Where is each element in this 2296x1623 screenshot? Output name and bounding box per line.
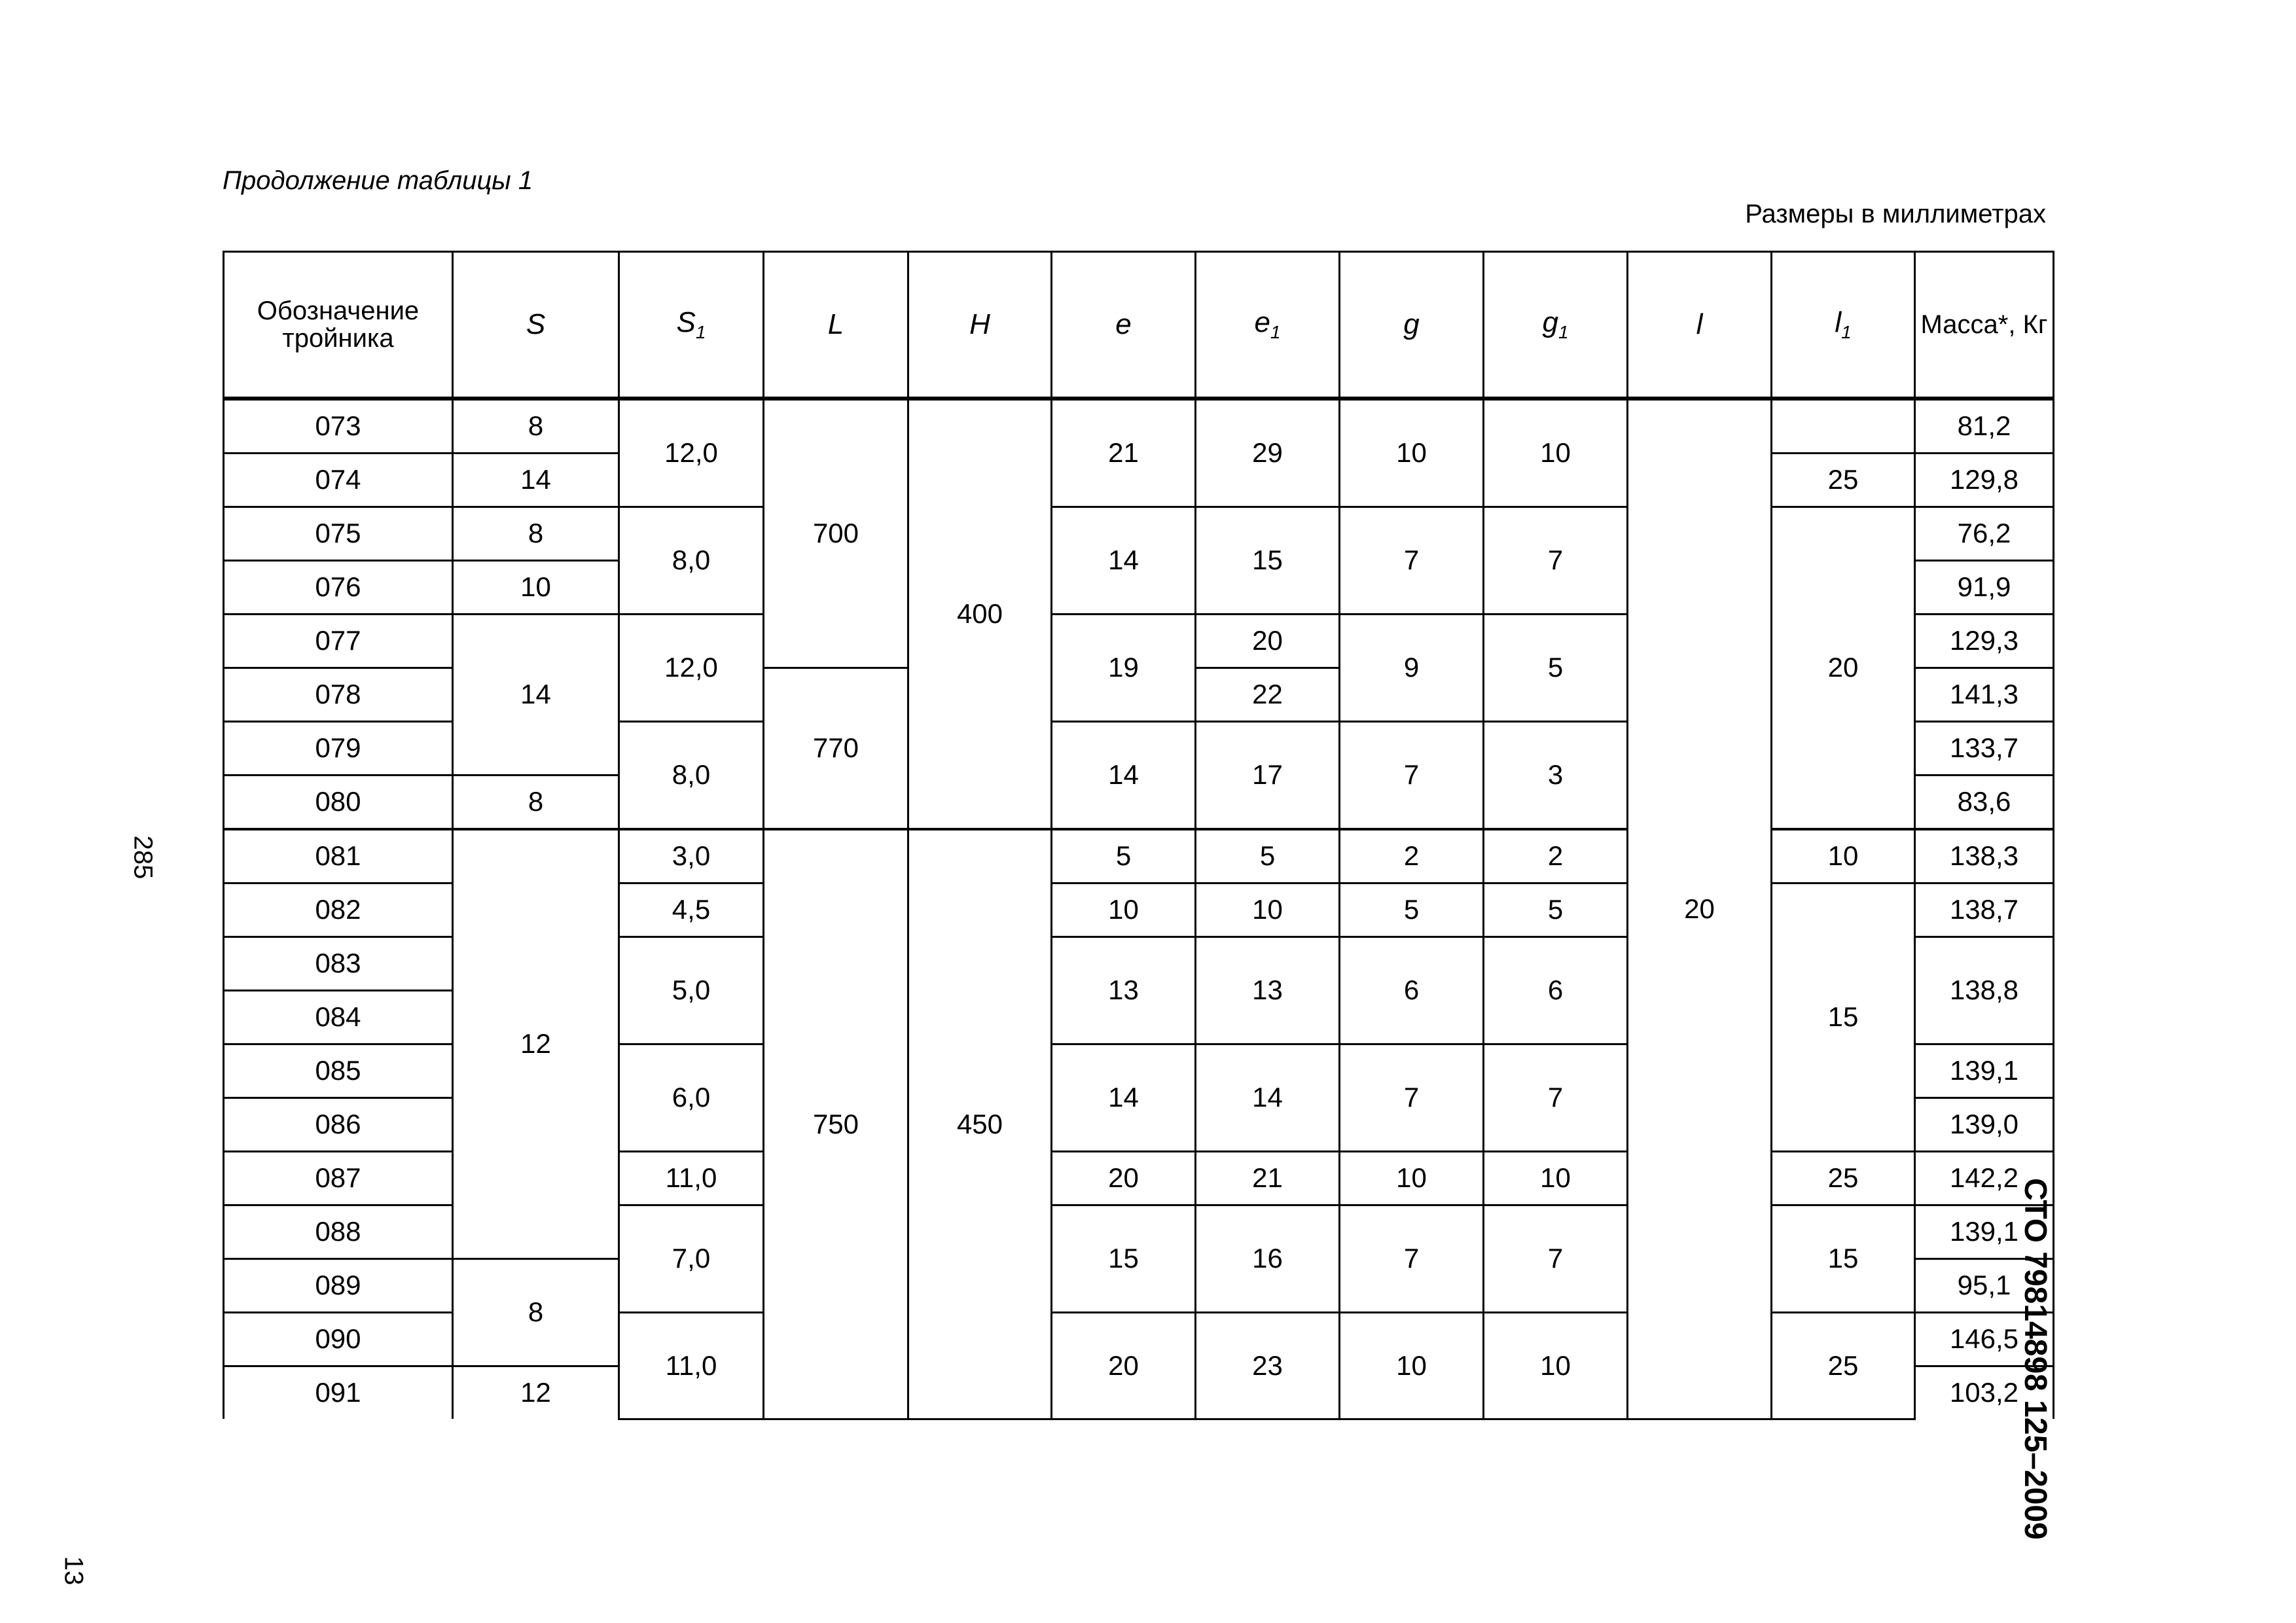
cell-e1: 22 (1196, 668, 1340, 722)
document-code: СТО 79814898 125–2009 (2018, 1178, 2053, 1540)
cell-g: 10 (1340, 1313, 1484, 1419)
cell-designation: 075 (224, 507, 453, 561)
cell-l: 750 (764, 829, 908, 1419)
cell-g: 9 (1340, 615, 1484, 722)
cell-e1: 21 (1196, 1152, 1340, 1205)
cell-l-small: 20 (1628, 399, 1772, 1419)
page-number: 13 (59, 1556, 88, 1586)
cell-l1: 25 (1772, 1313, 1915, 1419)
header-s: S (453, 252, 619, 399)
cell-designation: 077 (224, 615, 453, 668)
cell-g1: 3 (1484, 722, 1628, 830)
cell-e1: 23 (1196, 1313, 1340, 1419)
cell-designation: 088 (224, 1205, 453, 1259)
cell-l: 700 (764, 399, 908, 668)
cell-s: 14 (453, 454, 619, 507)
cell-e: 20 (1052, 1152, 1196, 1205)
cell-l1: 15 (1772, 1205, 1915, 1313)
header-g1: $g_1$ (1484, 252, 1628, 399)
cell-s: 8 (453, 507, 619, 561)
cell-mass: 76,2 (1915, 507, 2054, 561)
cell-designation: 085 (224, 1044, 453, 1098)
cell-designation: 090 (224, 1313, 453, 1366)
cell-mass: 142,2 (1915, 1152, 2054, 1205)
cell-designation: 081 (224, 829, 453, 883)
header-l-small: l (1628, 252, 1772, 399)
header-mass: Масса*, Кг (1915, 252, 2054, 399)
cell-designation: 074 (224, 454, 453, 507)
cell-designation: 078 (224, 668, 453, 722)
cell-l1: 10 (1772, 829, 1915, 883)
cell-s1: 8,0 (619, 507, 764, 615)
cell-designation: 087 (224, 1152, 453, 1205)
cell-g: 2 (1340, 829, 1484, 883)
header-g: g (1340, 252, 1484, 399)
cell-e1: 10 (1196, 883, 1340, 937)
cell-designation: 083 (224, 937, 453, 991)
cell-e: 10 (1052, 883, 1196, 937)
cell-g1: 5 (1484, 883, 1628, 937)
cell-g1: 2 (1484, 829, 1628, 883)
cell-designation: 079 (224, 722, 453, 776)
header-l1: $l_1$ (1772, 252, 1915, 399)
cell-l1: 25 (1772, 1152, 1915, 1205)
table-row (224, 399, 2054, 454)
header-e: e (1052, 252, 1196, 399)
cell-g: 7 (1340, 1205, 1484, 1313)
cell-designation: 084 (224, 991, 453, 1044)
cell-s1: 12,0 (619, 399, 764, 507)
header-e1: $e_1$ (1196, 252, 1340, 399)
cell-g1: 10 (1484, 1313, 1628, 1419)
header-l: L (764, 252, 908, 399)
cell-mass: 129,3 (1915, 615, 2054, 668)
cell-e: 21 (1052, 399, 1196, 507)
cell-designation: 076 (224, 561, 453, 615)
cell-l1: 25 (1772, 454, 1915, 507)
cell-g: 10 (1340, 399, 1484, 507)
cell-s: 12 (453, 829, 619, 1259)
cell-h: 400 (908, 399, 1052, 829)
cell-g1: 7 (1484, 507, 1628, 615)
cell-e1: 29 (1196, 399, 1340, 507)
cell-mass: 138,3 (1915, 829, 2054, 883)
cell-s: 8 (453, 399, 619, 454)
cell-s1: 6,0 (619, 1044, 764, 1152)
cell-s1: 3,0 (619, 829, 764, 883)
cell-l1: 20 (1772, 507, 1915, 830)
cell-designation: 080 (224, 776, 453, 830)
cell-designation: 089 (224, 1259, 453, 1313)
cell-s1: 12,0 (619, 615, 764, 722)
cell-s: 10 (453, 561, 619, 615)
cell-e: 19 (1052, 615, 1196, 722)
cell-designation: 082 (224, 883, 453, 937)
cell-designation: 091 (224, 1366, 453, 1419)
cell-l: 770 (764, 668, 908, 830)
cell-e1: 5 (1196, 829, 1340, 883)
header-row (224, 252, 2054, 399)
cell-mass: 139,1 (1915, 1044, 2054, 1098)
cell-mass: 141,3 (1915, 668, 2054, 722)
cell-mass: 83,6 (1915, 776, 2054, 830)
dimensions-table (223, 251, 2054, 1420)
cell-s1: 8,0 (619, 722, 764, 830)
cell-g: 6 (1340, 937, 1484, 1044)
cell-mass: 138,8 (1915, 937, 2054, 1044)
cell-l1 (1772, 399, 1915, 454)
cell-s1: 11,0 (619, 1313, 764, 1419)
cell-s1: 4,5 (619, 883, 764, 937)
cell-e1: 13 (1196, 937, 1340, 1044)
header-s1: $S_1$ (619, 252, 764, 399)
cell-mass: 129,8 (1915, 454, 2054, 507)
cell-e1: 14 (1196, 1044, 1340, 1152)
cell-mass: 91,9 (1915, 561, 2054, 615)
cell-e1: 20 (1196, 615, 1340, 668)
cell-mass: 139,1 (1915, 1205, 2054, 1259)
table-caption: Продолжение таблицы 1 (223, 166, 533, 195)
cell-g1: 6 (1484, 937, 1628, 1044)
cell-mass: 146,5 (1915, 1313, 2054, 1366)
cell-e: 20 (1052, 1313, 1196, 1419)
table-row (224, 507, 2054, 561)
side-page-number: 285 (128, 835, 158, 880)
cell-designation: 073 (224, 399, 453, 454)
cell-s1: 11,0 (619, 1152, 764, 1205)
cell-e1: 16 (1196, 1205, 1340, 1313)
cell-g1: 5 (1484, 615, 1628, 722)
cell-g1: 10 (1484, 1152, 1628, 1205)
cell-l1: 15 (1772, 883, 1915, 1152)
cell-e: 14 (1052, 722, 1196, 830)
cell-g: 5 (1340, 883, 1484, 937)
table-row (224, 829, 2054, 883)
cell-mass: 138,7 (1915, 883, 2054, 937)
cell-mass: 81,2 (1915, 399, 2054, 454)
cell-g: 7 (1340, 507, 1484, 615)
cell-g: 7 (1340, 1044, 1484, 1152)
cell-e: 15 (1052, 1205, 1196, 1313)
cell-s1: 5,0 (619, 937, 764, 1044)
cell-e: 14 (1052, 1044, 1196, 1152)
cell-mass: 139,0 (1915, 1098, 2054, 1152)
cell-s: 14 (453, 615, 619, 776)
cell-h: 450 (908, 829, 1052, 1419)
cell-g1: 7 (1484, 1205, 1628, 1313)
cell-g: 10 (1340, 1152, 1484, 1205)
cell-designation: 086 (224, 1098, 453, 1152)
cell-g1: 7 (1484, 1044, 1628, 1152)
units-note: Размеры в миллиметрах (1745, 200, 2046, 228)
cell-mass: 103,2 (1915, 1366, 2054, 1419)
cell-g: 7 (1340, 722, 1484, 830)
cell-mass: 95,1 (1915, 1259, 2054, 1313)
cell-s: 8 (453, 1259, 619, 1366)
header-h: H (908, 252, 1052, 399)
cell-g1: 10 (1484, 399, 1628, 507)
header-designation: Обозначение тройника (224, 252, 453, 399)
cell-e: 5 (1052, 829, 1196, 883)
cell-s1: 7,0 (619, 1205, 764, 1313)
cell-s: 8 (453, 776, 619, 830)
cell-e: 14 (1052, 507, 1196, 615)
cell-s: 12 (453, 1366, 619, 1419)
cell-e1: 15 (1196, 507, 1340, 615)
cell-e: 13 (1052, 937, 1196, 1044)
cell-mass: 133,7 (1915, 722, 2054, 776)
cell-e1: 17 (1196, 722, 1340, 830)
